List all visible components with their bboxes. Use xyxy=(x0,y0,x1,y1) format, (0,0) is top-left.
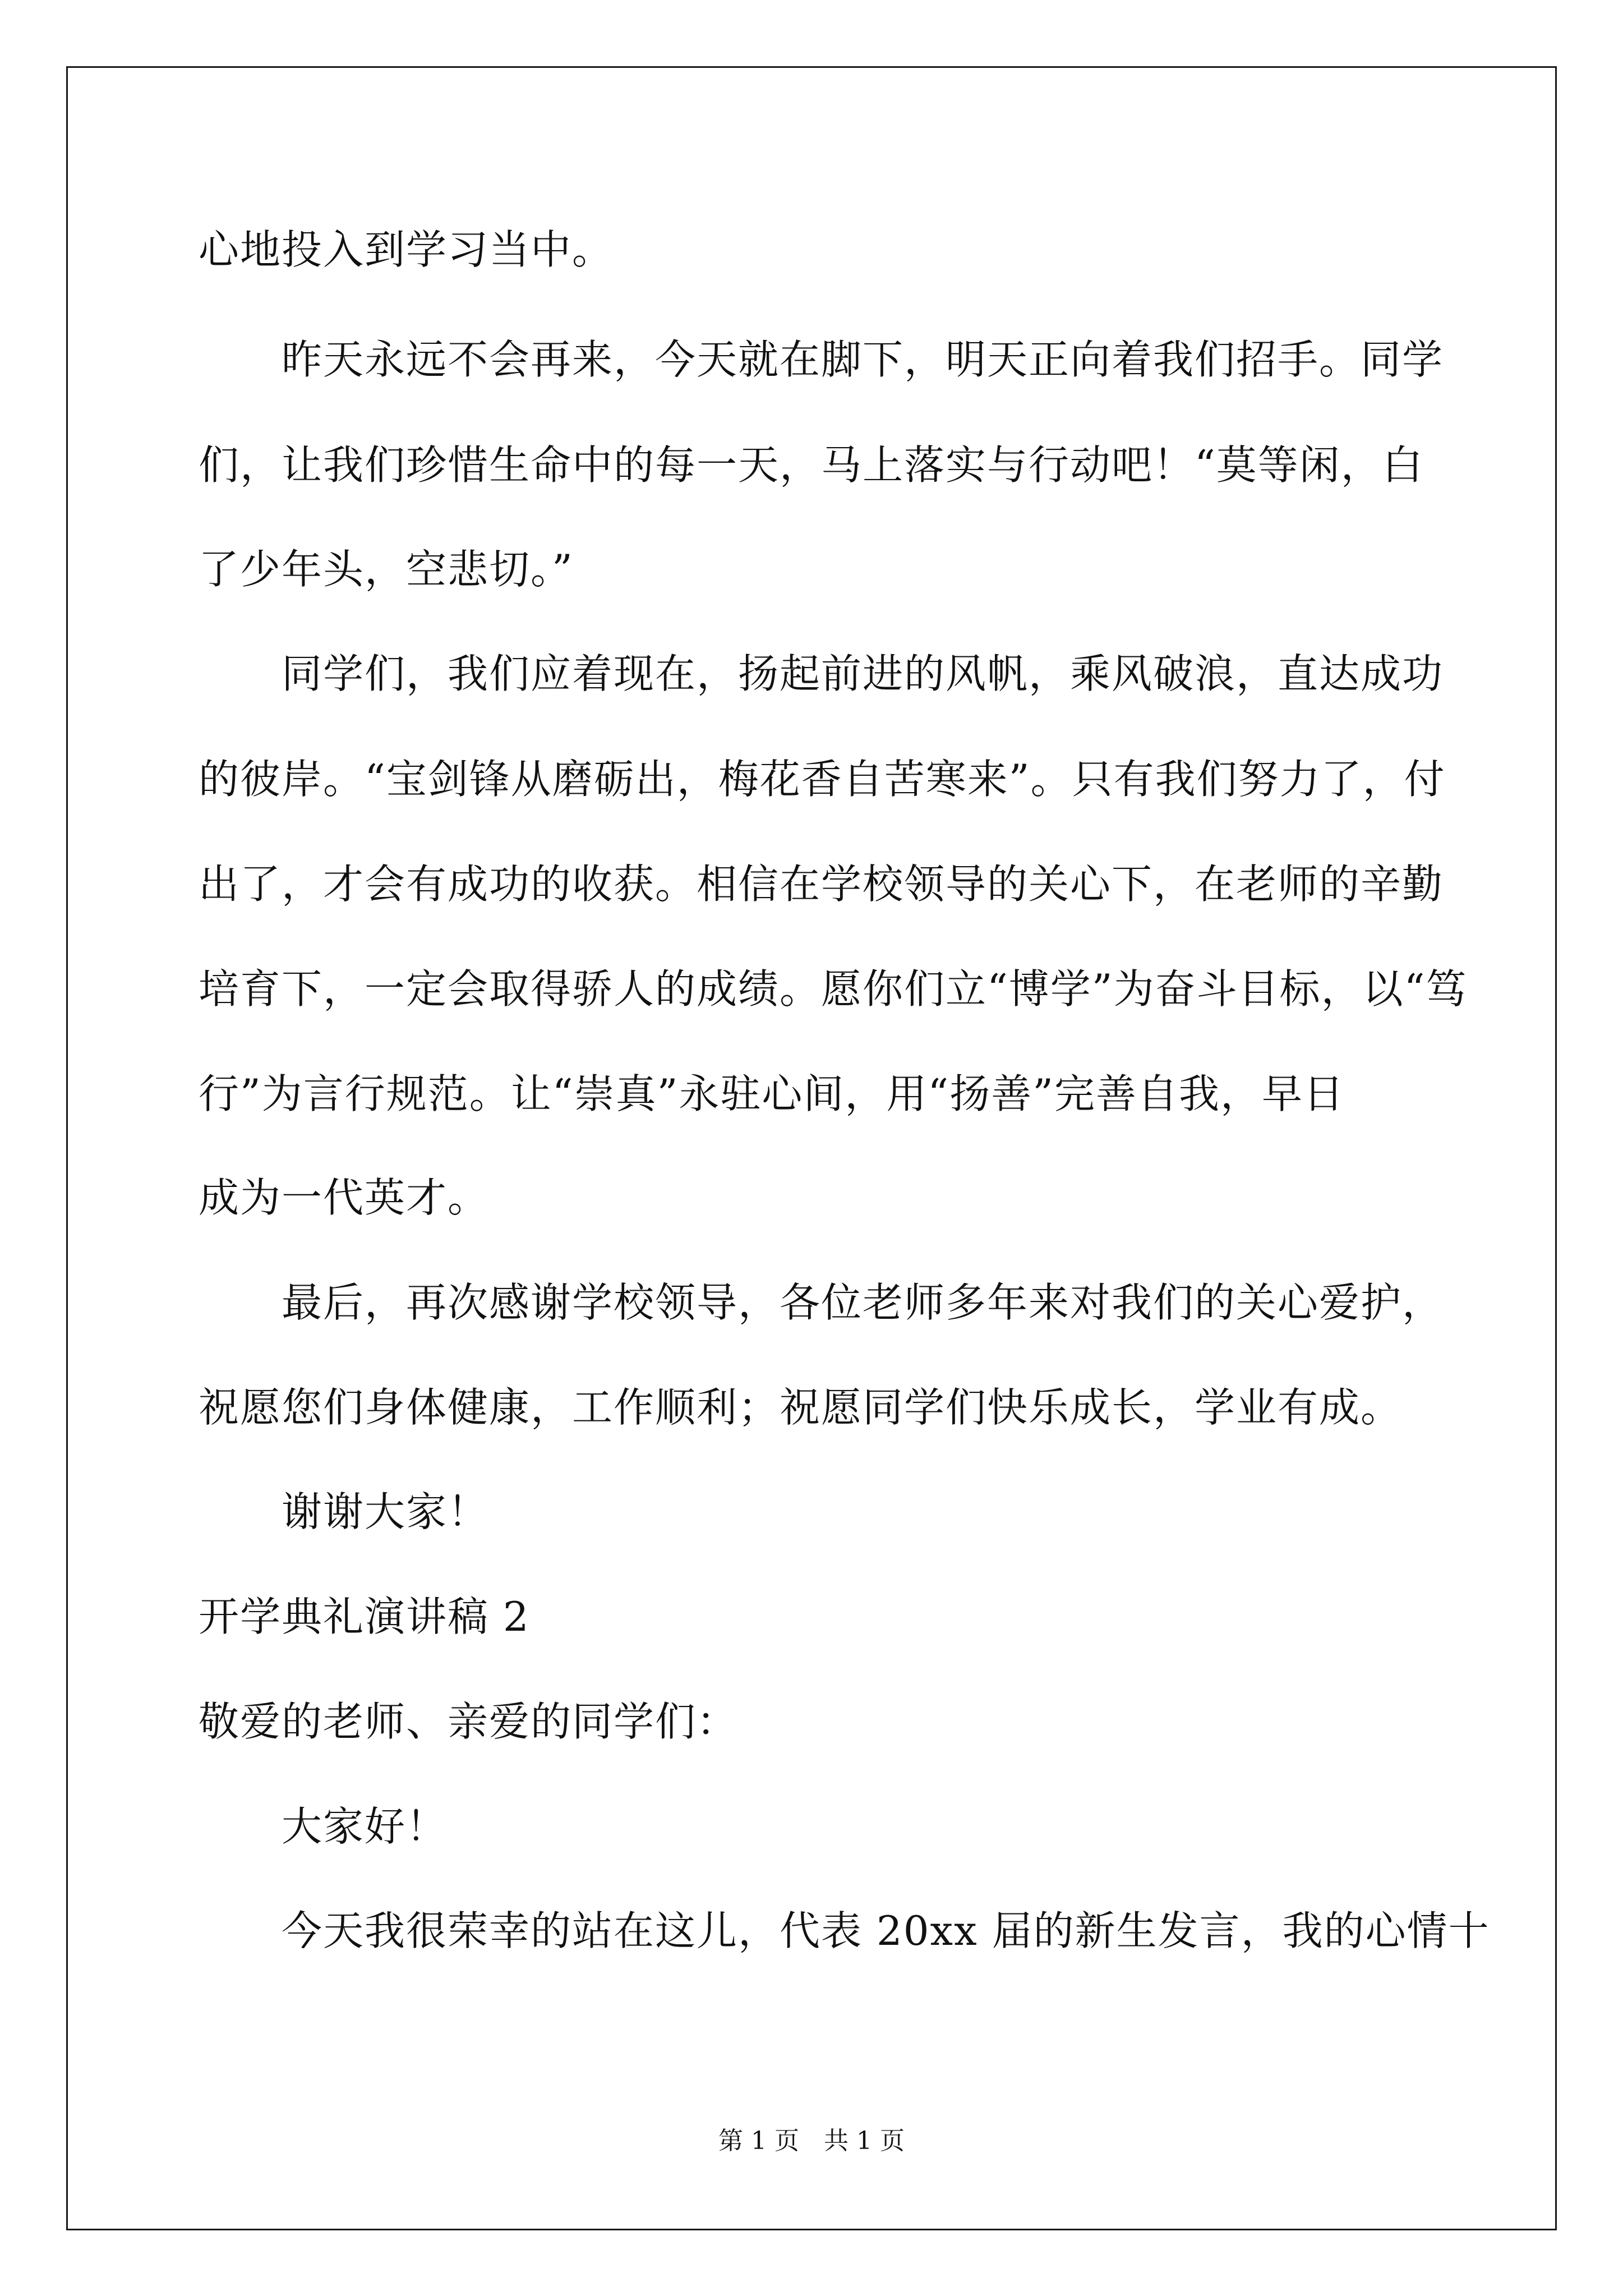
paragraph-line: 今天我很荣幸的站在这儿，代表 20xx 届的新生发言，我的心情十 xyxy=(282,1907,1490,1954)
paragraph-line: 出了，才会有成功的收获。相信在学校领导的关心下，在老师的辛勤 xyxy=(199,861,1444,908)
paragraph-line: 同学们，我们应着现在，扬起前进的风帆，乘风破浪，直达成功 xyxy=(282,650,1444,697)
salutation-line: 敬爱的老师、亲爱的同学们： xyxy=(199,1698,739,1745)
paragraph-line: 们，让我们珍惜生命中的每一天，马上落实与行动吧！“莫等闲，白 xyxy=(199,441,1424,489)
paragraph-line: 的彼岸。“宝剑锋从磨砺出，梅花香自苦寒来”。只有我们努力了，付 xyxy=(199,756,1446,803)
paragraph-line: 心地投入到学习当中。 xyxy=(199,226,614,273)
section-title: 开学典礼演讲稿 2 xyxy=(199,1593,530,1640)
paragraph-line: 最后，再次感谢学校领导，各位老师多年来对我们的关心爱护， xyxy=(282,1279,1444,1326)
closing-line: 谢谢大家！ xyxy=(282,1488,490,1535)
page-footer: 第 1 页 共 1 页 xyxy=(718,2127,905,2155)
paragraph-line: 行”为言行规范。让“崇真”永驻心间，用“扬善”完善自我，早日 xyxy=(199,1070,1345,1117)
paragraph-line: 培育下，一定会取得骄人的成绩。愿你们立“博学”为奋斗目标，以“笃 xyxy=(199,965,1468,1013)
greeting-line: 大家好！ xyxy=(282,1803,448,1850)
paragraph-line: 了少年头，空悲切。” xyxy=(199,546,574,593)
paragraph-line: 昨天永远不会再来，今天就在脚下，明天正向着我们招手。同学 xyxy=(282,336,1444,383)
paragraph-line: 祝愿您们身体健康，工作顺利；祝愿同学们快乐成长，学业有成。 xyxy=(199,1384,1403,1431)
paragraph-line: 成为一代英才。 xyxy=(199,1174,490,1221)
